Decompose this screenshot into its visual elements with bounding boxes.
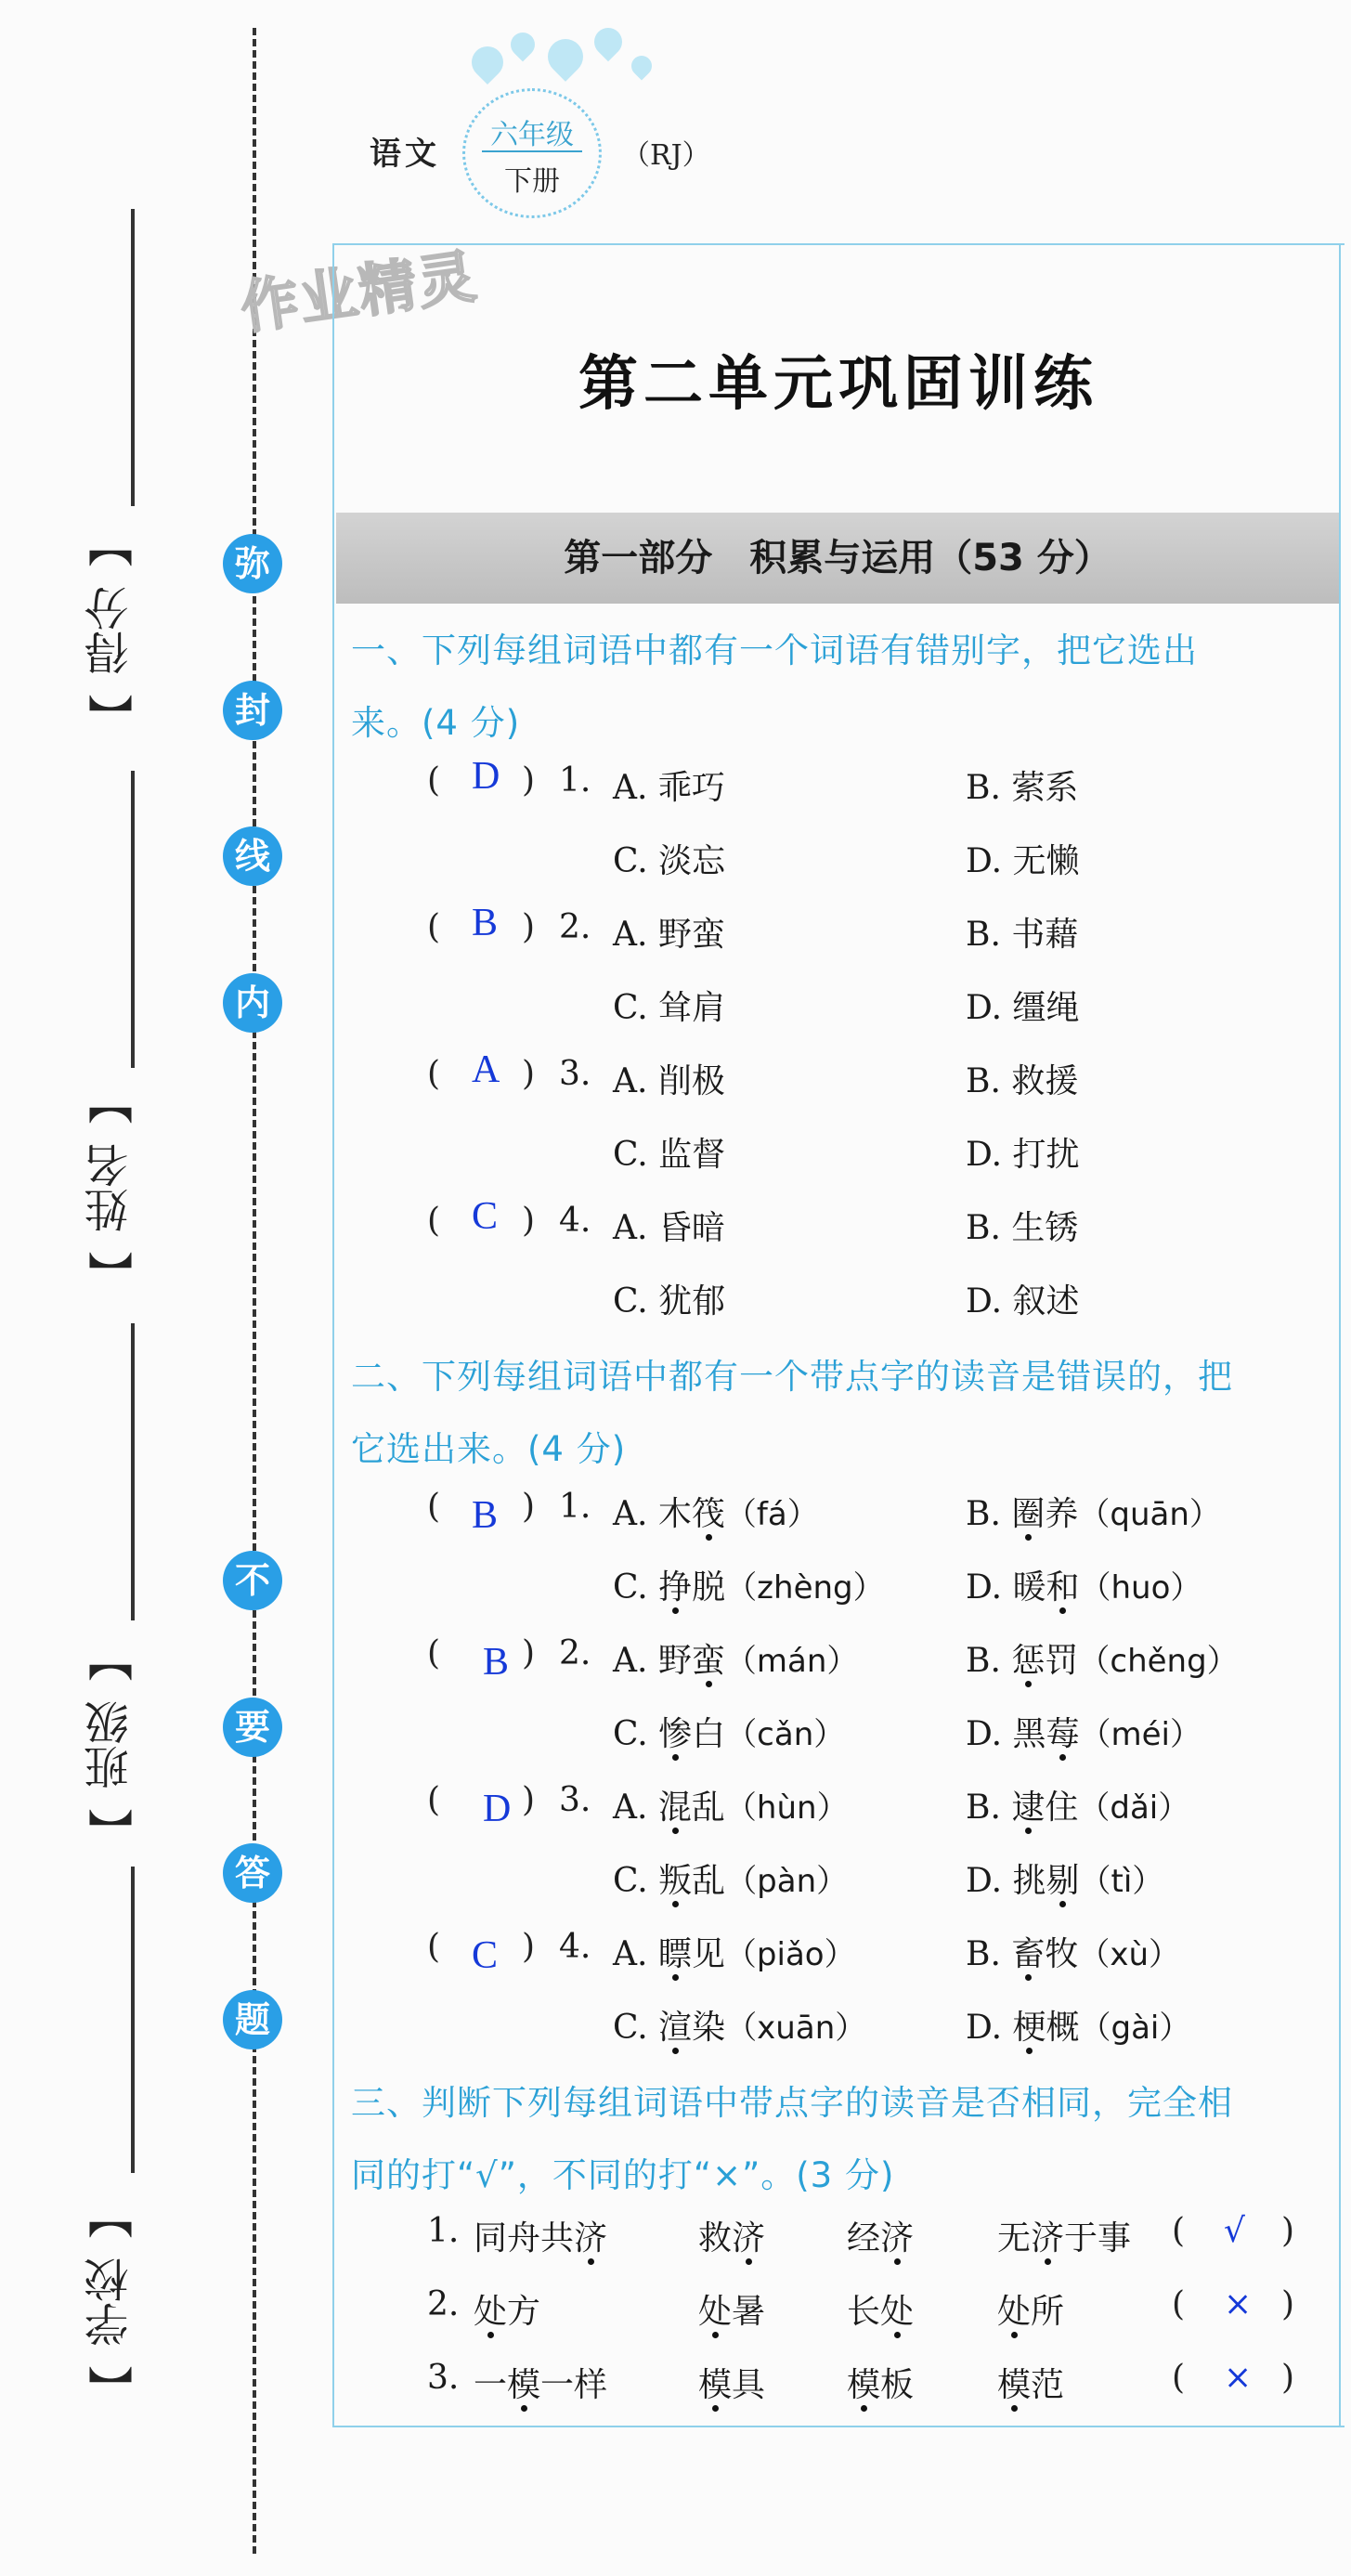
item-number: 1. [559, 761, 591, 800]
word-suffix: 方 [507, 2293, 541, 2331]
option-prefix: C. [613, 2009, 659, 2047]
option-a [613, 1781, 849, 1828]
seal-bubble: 弥 [223, 534, 282, 593]
option-c: C. 耸肩 [613, 989, 726, 1027]
pinyin: （pàn） [725, 1863, 849, 1900]
answer-paren-open: ( [427, 1488, 441, 1526]
dotted-char: 剔 [1046, 1862, 1080, 1900]
option-prefix: B. [966, 1495, 1012, 1533]
badge-divider [482, 150, 582, 152]
word-suffix: 具 [732, 2366, 766, 2404]
option-d [966, 2001, 1190, 2049]
dotted-char: 模 [507, 2366, 541, 2404]
option-a [613, 1634, 858, 1682]
part-heading: 第一部分 积累与运用（53 分） [336, 513, 1339, 604]
answer-mark: D [483, 1788, 512, 1830]
option-a: A. 昏暗 [613, 1209, 725, 1247]
dotted-char: 蛮 [691, 1642, 725, 1680]
dotted-char: 混 [657, 1789, 692, 1827]
answer-mark: B [483, 1641, 510, 1684]
option-d: D. 缰绳 [966, 989, 1080, 1027]
word-1 [474, 2285, 540, 2333]
word-4 [997, 2212, 1131, 2259]
answer-mark: C [472, 1934, 499, 1977]
answer-mark: B [472, 902, 499, 944]
option-b: B. 书藉 [966, 916, 1079, 954]
option-suffix: 牧 [1045, 1935, 1079, 1973]
seal-bubble: 要 [223, 1698, 282, 1757]
score-label-text: 得分 [84, 586, 136, 675]
pinyin: （tì） [1079, 1863, 1164, 1900]
item-number: 1. [427, 2212, 460, 2250]
class-label [83, 1634, 136, 1855]
answer-paren-close: ) [1281, 2359, 1295, 2397]
dotted-char: 梗 [1012, 2009, 1046, 2047]
answer-mark: D [472, 755, 500, 798]
question-2-stem [351, 1341, 1326, 1486]
dotted-char: 畜 [1011, 1935, 1046, 1973]
option-a [613, 1488, 819, 1535]
answer-paren-close: ) [522, 1488, 536, 1526]
pinyin: （hùn） [724, 1789, 849, 1827]
dotted-char: 模 [997, 2366, 1032, 2404]
class-line [131, 1323, 135, 1620]
seal-bubble: 题 [223, 1990, 282, 2049]
item-number: 3. [427, 2359, 460, 2397]
score-label [83, 520, 136, 741]
option-prefix: B. [966, 1642, 1012, 1680]
item-number: 2. [559, 1634, 591, 1672]
option-a [613, 1928, 856, 1975]
score-line [131, 209, 135, 506]
item-number: 1. [559, 1488, 591, 1526]
option-d: D. 打扰 [966, 1136, 1080, 1174]
word-3 [847, 2359, 914, 2406]
dotted-char: 瞟 [657, 1935, 692, 1973]
dotted-char: 渲 [658, 2009, 693, 2047]
option-d: D. 叙述 [966, 1282, 1080, 1321]
option-prefix: D. 暖 [966, 1568, 1046, 1607]
word-prefix: 无 [997, 2219, 1032, 2257]
dotted-char: 和 [1046, 1568, 1080, 1607]
bracket-close: 】 [83, 1807, 135, 1853]
edition-label: （RJ） [622, 139, 710, 172]
word-suffix: 板 [880, 2366, 915, 2404]
word-3 [847, 2285, 914, 2333]
stem-line: 三、判断下列每组词语中带点字的读音是否相同，完全相 [351, 2083, 1233, 2123]
pinyin: （chěng） [1078, 1643, 1239, 1680]
option-c [613, 2001, 866, 2049]
judgement-mark: × [1224, 2285, 1253, 2323]
word-prefix: 同舟共 [474, 2219, 575, 2257]
word-prefix: 长 [847, 2293, 881, 2331]
class-label-text: 班级 [84, 1700, 136, 1789]
dotted-char: 处 [474, 2293, 508, 2331]
option-prefix: B. [966, 1789, 1012, 1827]
stem-line: 来。(4 分) [351, 703, 521, 743]
option-suffix: 乱 [692, 1862, 726, 1900]
option-suffix: 白 [692, 1715, 726, 1753]
word-2 [698, 2359, 765, 2406]
stem-line: 它选出来。(4 分) [351, 1429, 627, 1469]
answer-paren-open: ( [427, 1055, 441, 1093]
word-1 [474, 2212, 607, 2259]
dotted-char: 模 [698, 2366, 733, 2404]
word-4 [997, 2285, 1064, 2333]
name-label-text: 姓名 [84, 1143, 136, 1232]
word-suffix: 于事 [1064, 2219, 1132, 2257]
dotted-char: 处 [698, 2293, 733, 2331]
option-b [966, 1488, 1221, 1535]
option-prefix: D. 挑 [966, 1862, 1046, 1900]
seal-bubble: 内 [223, 973, 282, 1033]
pinyin: （xù） [1078, 1936, 1181, 1973]
answer-paren-close: ) [522, 1634, 536, 1672]
volume-label: 下册 [504, 165, 560, 198]
stem-line: 二、下列每组词语中都有一个带点字的读音是错误的，把 [351, 1357, 1233, 1397]
option-prefix: C. [613, 1568, 659, 1607]
option-d [966, 1561, 1202, 1608]
word-4 [997, 2359, 1064, 2406]
dotted-char: 处 [880, 2293, 915, 2331]
answer-paren-open: ( [427, 1928, 441, 1966]
dotted-char: 济 [880, 2219, 915, 2257]
answer-paren-close: ) [522, 1055, 536, 1093]
option-suffix: 染 [692, 2009, 726, 2047]
item-number: 2. [427, 2285, 460, 2323]
pinyin: （gài） [1079, 2010, 1191, 2047]
school-label [83, 2192, 136, 2413]
word-prefix: 经 [847, 2219, 881, 2257]
answer-paren-open: ( [427, 1202, 441, 1240]
pinyin: （quān） [1078, 1496, 1221, 1533]
content-frame-edge [1339, 243, 1341, 2427]
answer-paren-open: ( [427, 761, 441, 800]
dotted-char: 挣 [658, 1568, 693, 1607]
option-suffix: 罚 [1045, 1642, 1079, 1680]
option-d [966, 1854, 1163, 1902]
school-label-text: 学校 [84, 2257, 136, 2347]
option-suffix: 见 [691, 1935, 725, 1973]
option-suffix: 乱 [691, 1789, 725, 1827]
question-3-stem [351, 2067, 1326, 2212]
leaf-decoration [627, 51, 656, 80]
option-c [613, 1708, 845, 1755]
leaf-decoration [465, 40, 510, 85]
option-prefix: C. [613, 1862, 659, 1900]
option-b [966, 1781, 1189, 1828]
book-header [353, 84, 799, 223]
bracket-close: 】 [83, 2364, 135, 2410]
item-number: 4. [559, 1928, 591, 1966]
answer-paren-open: ( [1172, 2359, 1186, 2397]
item-number: 2. [559, 908, 591, 946]
dotted-char: 惨 [658, 1715, 693, 1753]
leaf-decoration [589, 22, 628, 61]
answer-mark: C [472, 1195, 499, 1238]
option-d [966, 1708, 1202, 1755]
pinyin: （méi） [1079, 1716, 1202, 1753]
name-label [83, 1077, 136, 1298]
pinyin: （dǎi） [1078, 1789, 1190, 1827]
leaf-decoration [540, 32, 591, 82]
option-c: C. 监督 [613, 1136, 726, 1174]
bracket-close: 】 [83, 1250, 135, 1295]
question-1-stem [351, 615, 1326, 760]
option-prefix: D. 黑 [966, 1715, 1046, 1753]
pinyin: （xuān） [725, 2010, 867, 2047]
seal-bubble: 答 [223, 1843, 282, 1903]
option-prefix: C. [613, 1715, 659, 1753]
stem-line: 同的打“√”，不同的打“×”。(3 分) [351, 2155, 895, 2195]
option-b: B. 萦系 [966, 769, 1079, 807]
pinyin: （cǎn） [725, 1716, 846, 1753]
answer-paren-open: ( [427, 1634, 441, 1672]
seal-bubble: 不 [223, 1551, 282, 1610]
option-prefix: D. [966, 2009, 1013, 2047]
item-number: 3. [559, 1781, 591, 1819]
word-2 [698, 2285, 765, 2333]
bracket-open: 【 [83, 2193, 135, 2239]
judgement-mark: × [1224, 2359, 1253, 2397]
bracket-close: 】 [83, 693, 135, 738]
word-3 [847, 2212, 914, 2259]
answer-paren-close: ) [522, 1781, 536, 1819]
grade-badge [462, 88, 602, 218]
answer-paren-close: ) [522, 1202, 536, 1240]
leaf-decoration [506, 28, 540, 62]
answer-paren-close: ) [522, 761, 536, 800]
answer-paren-close: ) [522, 908, 536, 946]
bracket-open: 【 [83, 1636, 135, 1682]
answer-paren-open: ( [1172, 2285, 1186, 2323]
option-c [613, 1561, 885, 1608]
word-suffix: 暑 [732, 2293, 766, 2331]
option-suffix: 脱 [692, 1568, 726, 1607]
dotted-char: 济 [732, 2219, 766, 2257]
pinyin: （piǎo） [724, 1936, 856, 1973]
option-a: A. 乖巧 [613, 769, 725, 807]
option-c: C. 淡忘 [613, 842, 726, 880]
option-a: A. 削极 [613, 1062, 725, 1100]
word-prefix: 救 [698, 2219, 733, 2257]
dotted-char: 圈 [1011, 1495, 1046, 1533]
bracket-open: 【 [83, 1079, 135, 1125]
option-b: B. 救援 [966, 1062, 1079, 1100]
answer-paren-close: ) [1281, 2285, 1295, 2323]
grade-label: 六年级 [490, 119, 574, 151]
item-number: 3. [559, 1055, 591, 1093]
dotted-char: 惩 [1011, 1642, 1046, 1680]
word-suffix: 一样 [540, 2366, 608, 2404]
pinyin: （mán） [724, 1643, 859, 1680]
option-d: D. 无懒 [966, 842, 1080, 880]
binding-dashed-line [253, 28, 256, 2554]
dotted-char: 莓 [1046, 1715, 1080, 1753]
pinyin: （huo） [1079, 1569, 1202, 1607]
pinyin: （zhèng） [725, 1569, 885, 1607]
option-prefix: A. [613, 1789, 658, 1827]
option-suffix: 概 [1046, 2009, 1080, 2047]
option-b [966, 1634, 1239, 1682]
word-suffix: 所 [1031, 2293, 1065, 2331]
option-c: C. 犹郁 [613, 1282, 726, 1321]
option-prefix: A. [613, 1935, 658, 1973]
dotted-char: 筏 [691, 1495, 725, 1533]
dotted-char: 处 [997, 2293, 1032, 2331]
answer-paren-close: ) [522, 1928, 536, 1966]
dotted-char: 济 [574, 2219, 608, 2257]
option-prefix: A. 木 [613, 1495, 692, 1533]
school-line [131, 1867, 135, 2173]
page-title: 第二单元巩固训练 [578, 350, 1098, 419]
watermark: 作业精灵 [236, 241, 482, 343]
answer-mark: B [472, 1494, 499, 1537]
word-1 [474, 2359, 607, 2406]
dotted-char: 济 [1031, 2219, 1065, 2257]
answer-paren-open: ( [1172, 2212, 1186, 2250]
judgement-mark: √ [1224, 2212, 1245, 2250]
answer-paren-open: ( [427, 1781, 441, 1819]
answer-paren-open: ( [427, 908, 441, 946]
item-number: 4. [559, 1202, 591, 1240]
option-suffix: 养 [1045, 1495, 1079, 1533]
option-b: B. 生锈 [966, 1209, 1079, 1247]
option-suffix: 住 [1045, 1789, 1079, 1827]
seal-bubble: 封 [223, 681, 282, 740]
word-prefix: 一 [474, 2366, 508, 2404]
dotted-char: 逮 [1011, 1789, 1046, 1827]
option-b [966, 1928, 1180, 1975]
word-suffix: 范 [1031, 2366, 1065, 2404]
option-a: A. 野蛮 [613, 916, 725, 954]
dotted-char: 叛 [658, 1862, 693, 1900]
option-prefix: A. 野 [613, 1642, 692, 1680]
pinyin: （fá） [724, 1496, 819, 1533]
word-2 [698, 2212, 765, 2259]
dotted-char: 模 [847, 2366, 881, 2404]
subject-label: 语文 [370, 136, 440, 173]
stem-line: 一、下列每组词语中都有一个词语有错别字，把它选出 [351, 631, 1198, 670]
answer-mark: A [472, 1048, 500, 1091]
name-line [131, 771, 135, 1068]
option-c [613, 1854, 848, 1902]
answer-paren-close: ) [1281, 2212, 1295, 2250]
option-prefix: B. [966, 1935, 1012, 1973]
seal-bubble: 线 [223, 826, 282, 886]
bracket-open: 【 [83, 522, 135, 567]
